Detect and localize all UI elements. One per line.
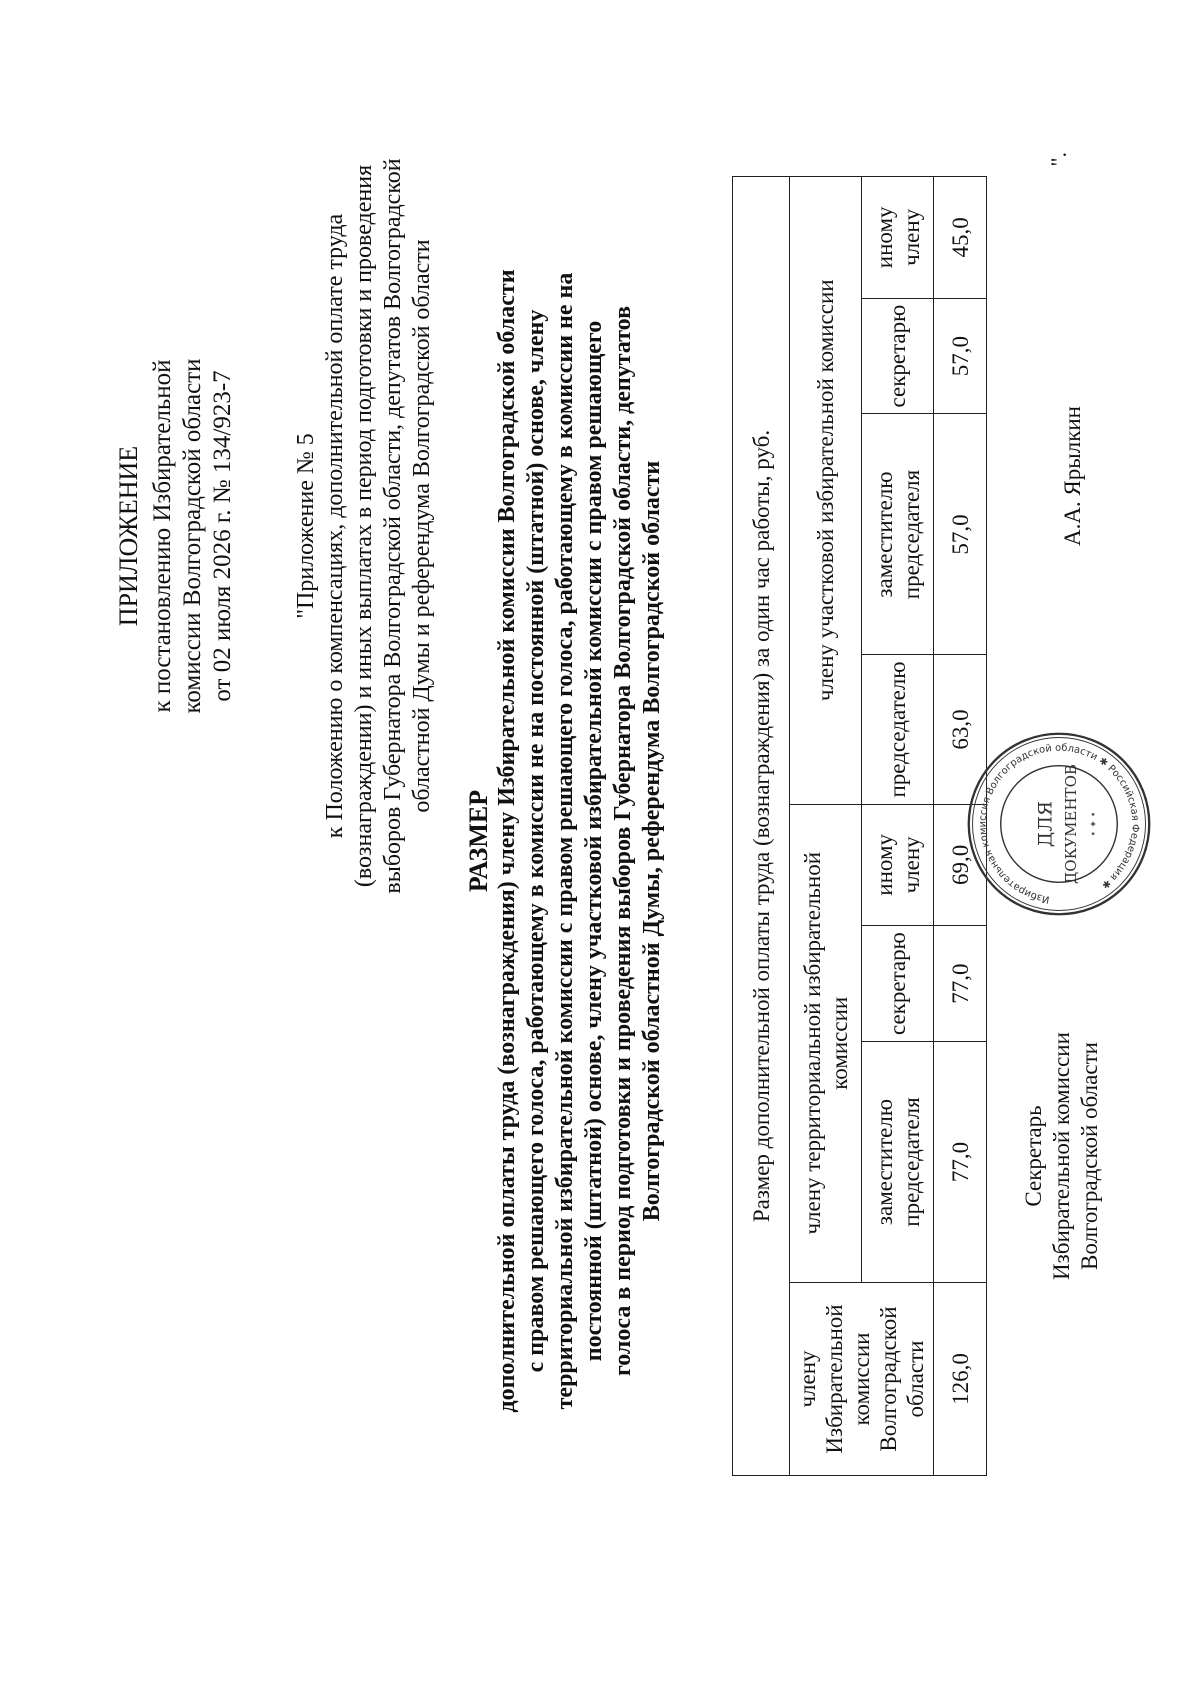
title-line: постоянной (штатной) основе, члену участковой избирательной комиссии с правом решающего bbox=[581, 320, 607, 1362]
appendix-heading: ПРИЛОЖЕНИЕ bbox=[114, 445, 143, 627]
svg-text:ДЛЯ: ДЛЯ bbox=[1035, 800, 1057, 848]
annex-number: "Приложение № 5 bbox=[293, 433, 319, 619]
subheader-deputy-chair: заместителю председателя bbox=[862, 1042, 934, 1283]
value-cell: 126,0 bbox=[934, 1283, 987, 1476]
header-regional-member: члену Избирательной комиссии Волгоградской области bbox=[790, 1283, 934, 1476]
title-line: Волгоградской областной Думы, референдума Волгоградской области bbox=[639, 460, 665, 1222]
subheader-other-member: иному члену bbox=[862, 177, 934, 299]
document-title bbox=[464, 206, 667, 1476]
value-cell: 69,0 bbox=[934, 804, 987, 926]
header-territorial-commission: члену территориальной избирательной комиссии bbox=[790, 804, 862, 1282]
signature-position bbox=[1020, 996, 1104, 1316]
value-cell: 63,0 bbox=[934, 655, 987, 804]
value-cell: 77,0 bbox=[934, 926, 987, 1042]
rotated-sheet bbox=[60, 66, 1140, 1626]
official-seal-stamp bbox=[965, 730, 1153, 918]
appendix-line: к постановлению Избирательной bbox=[149, 359, 176, 713]
svg-text:Избирательная комиссия Волгогр: Избирательная комиссия Волгоградской области ✱ Российская Федерация ✱ bbox=[977, 742, 1141, 905]
subheader-chair: председателю bbox=[862, 655, 934, 804]
subheader-secretary: секретарю bbox=[862, 926, 934, 1042]
title-line: территориальной избирательной комиссии с правом решающего голоса, работающему в комиссии не на bbox=[552, 272, 578, 1410]
svg-text:• ✦ •: • ✦ • bbox=[1088, 811, 1100, 837]
signature-position-line: Волгоградской области bbox=[1077, 1042, 1102, 1270]
value-cell: 57,0 bbox=[934, 298, 987, 414]
header-precinct-commission: члену участковой избирательной комиссии bbox=[790, 177, 862, 805]
appendix-block bbox=[114, 216, 238, 856]
annex-line: выборов Губернатора Волгоградской области, депутатов Волгоградской bbox=[380, 158, 406, 894]
title-line: голоса в период подготовки и проведения выборов Губернатора Волгоградской области, депутатов bbox=[610, 305, 636, 1377]
annex-line: (вознаграждении) и иных выплатах в период подготовки и проведения bbox=[351, 164, 377, 888]
title-line: дополнительной оплаты труда (вознаграждения) члену Избирательной комиссии Волгоградской области bbox=[494, 269, 520, 1413]
subheader-secretary: секретарю bbox=[862, 298, 934, 414]
value-cell: 77,0 bbox=[934, 1042, 987, 1283]
annex-line: к Положению о компенсациях, дополнительной оплате труда bbox=[322, 213, 348, 839]
signature-position-line: Секретарь bbox=[1021, 1105, 1046, 1207]
title-heading: РАЗМЕР bbox=[464, 789, 493, 893]
table-caption: Размер дополнительной оплаты труда (вознаграждения) за один час работы, руб. bbox=[733, 177, 790, 1476]
subheader-deputy-chair: заместителю председателя bbox=[862, 414, 934, 655]
rates-table bbox=[732, 176, 987, 1476]
subheader-other-member: иному члену bbox=[862, 804, 934, 926]
value-cell: 45,0 bbox=[934, 177, 987, 299]
title-line: с правом решающего голоса, работающему в комиссии не на постоянной (штатной) основе, члену bbox=[523, 309, 549, 1373]
value-cell: 57,0 bbox=[934, 414, 987, 655]
signature-name: А.А. Ярылкин bbox=[1060, 406, 1085, 547]
svg-text:ДОКУМЕНТОВ: ДОКУМЕНТОВ bbox=[1061, 764, 1080, 884]
appendix-line: комиссии Волгоградской области bbox=[179, 358, 206, 714]
appendix-line: от 02 июля 2026 г. № 134/923-7 bbox=[209, 370, 236, 702]
closing-quote: ". bbox=[1046, 152, 1071, 167]
signature-position-line: Избирательной комиссии bbox=[1049, 1032, 1074, 1280]
annex-block bbox=[292, 106, 437, 946]
annex-line: областной Думы и референдума Волгоградской области bbox=[409, 239, 435, 813]
